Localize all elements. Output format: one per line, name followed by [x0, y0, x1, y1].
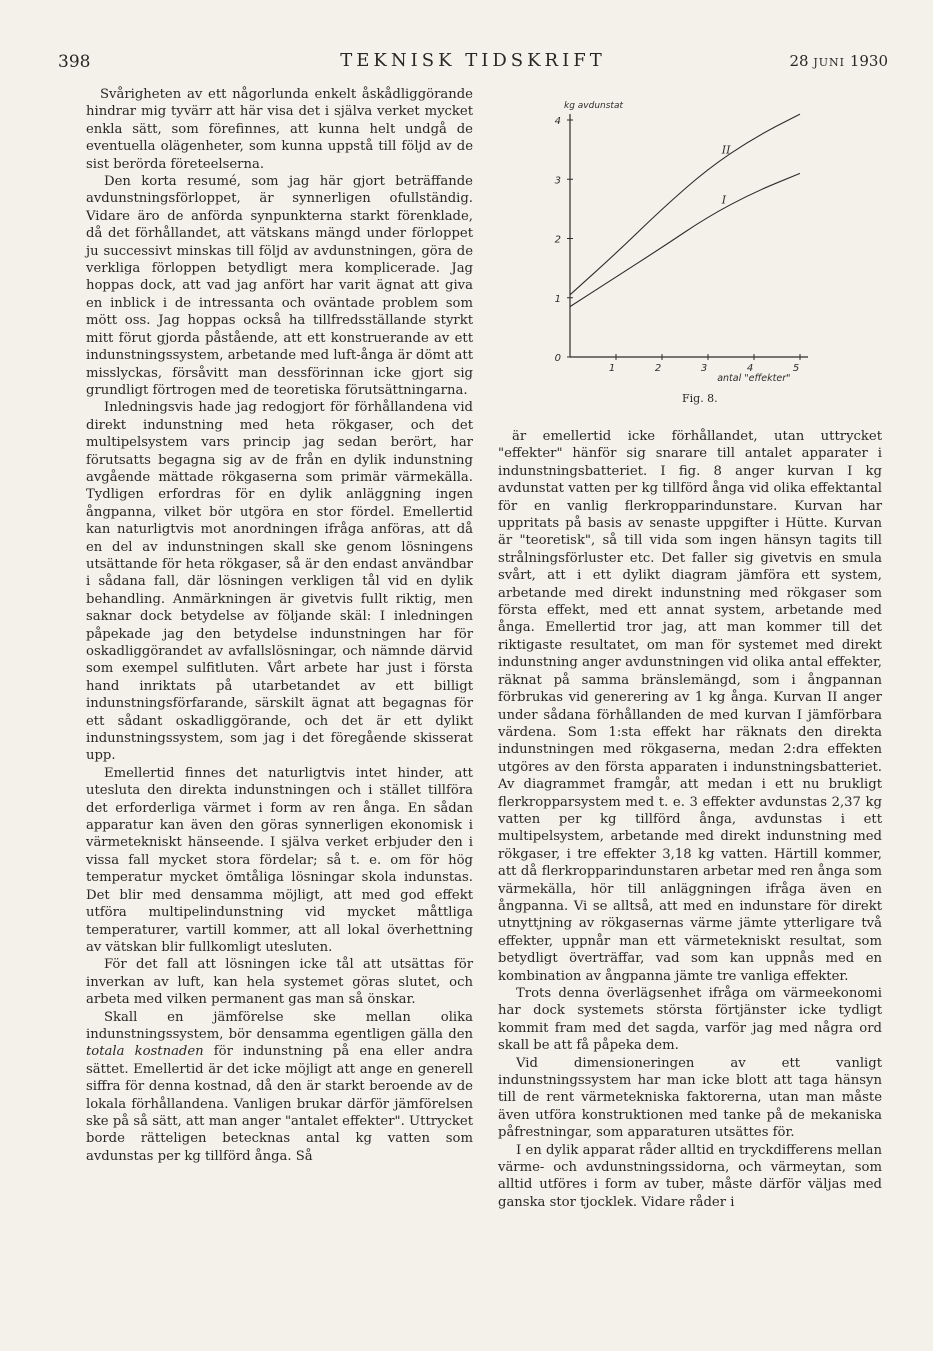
x-tick-label: 1: [608, 363, 616, 374]
x-tick-label: 3: [700, 363, 708, 374]
curve-I: [570, 173, 800, 306]
paragraph: Den korta resumé, som jag här gjort beträffande avdunstningsförloppet, är synnerligen ofullständig. Vidare äro de anförda synpunkterna starkt förenklade, då det förhållandet, att vätskans mängd under förloppet ju successivt minskas till följd av avdunstningen, göra de verkliga förloppen betydligt mera komplicerade. Jag hoppas dock, att vad jag anfört har varit ägnat att giva en inblick i de intressanta och oväntade problem som mött oss. Jag hoppas också ha tillfredsställande styrkt mitt förut gjorda påstående, att ett konstruerande av ett indunstningssystem, arbetande med luft-ånga är dömt att misslyckas, försåvitt man dessförinnan icke gjort sig grundligt förtrogen med de teoretiska förutsättningarna.: [86, 174, 473, 398]
y-tick-label: 1: [554, 293, 561, 305]
chart-labels: [564, 101, 791, 384]
right-column: [498, 428, 882, 1211]
left-column: [86, 86, 473, 1165]
issue-date: [790, 52, 889, 70]
issue-month: JUNI: [813, 56, 846, 69]
chart-ticks: [555, 116, 800, 374]
figure-8: [540, 95, 840, 415]
curve-label-II: II: [721, 143, 731, 157]
emphasis-text: totala kostnaden: [86, 1044, 204, 1060]
paragraph: är emellertid icke förhållandet, utan uttrycket "effekter" hänför sig snarare till antalet apparater i indunstningsbatteriet. I fig. 8 anger kurvan I kg avdunstat vatten per kg tillförd ånga vid olika effektantal för en vanlig flerkropparindunstare. Kurvan har uppritats på basis av senaste uppgifter i Hütte. Kurvan är "teoretisk", så till vida som ingen hänsyn tagits till strålningsförluster etc. Det faller sig givetvis en smula svårt, att i ett dylikt diagram jämföra ett system, arbetande med direkt indunstning med rökgaser som första effekt, med ett annat system, arbetande med ånga. Emellertid tror jag, att man kommer till det riktigaste resultatet, om man för systemet med direkt indunstning anger avdunstningen vid olika antal effekter, räknat på samma bränslemängd, som i ångpannan förbrukas vid generering av 1 kg ånga. Kurvan II anger under sådana förhållanden de med kurvan I jämförbara värdena. Som 1:sta effekt har räknats den direkta indunstningen med rökgaserna, medan 2:dra effekten utgöres av den första apparaten i indunstningsbatteriet. Av diagrammet framgår, att medan i ett nu brukligt flerkropparsystem med t. e. 3 effekter avdunstas 2,37 kg vatten per kg tillförd ånga, avdunstas i ett multipelsystem, arbetande med direkt indunstning med rökgaser, i tre effekter 3,18 kg vatten. Härtill kommer, att då flerkropparindunstaren arbetar med ren ånga som värmekälla, hör till anläggningen ifråga även en ångpanna. Vi se alltså, att med en indunstare för direkt utnyttjning av rökgasernas värme jämte ytterligare två effekter, uppnår man ett värmetekniskt resultat, som betydligt överträffar, vad som kan uppnås med en kombination av ångpanna jämte tre vanliga effekter.: [498, 429, 882, 984]
chart-axes: [570, 114, 808, 357]
y-tick-label: 4: [554, 116, 561, 127]
x-axis-label: antal "effekter": [717, 373, 791, 384]
paragraph: Vid dimensioneringen av ett vanligt indunstningssystem har man icke blott att taga hänsyn till de rent värmetekniska faktorerna, utan man måste även utföra konstruktionen med tanke på de mekaniska påfrestningar, som apparaturen utsättes för.: [498, 1055, 882, 1141]
x-tick-label: 2: [654, 363, 662, 374]
paragraph: Inledningsvis hade jag redogjort för förhållandena vid direkt indunstning med heta rökgaser, och det multipelsystem vars princip jag sedan berört, har förutsatts begagna sig av de från en dylik indunstning avgående mättade rökgaserna som primär värmekälla. Tydligen erfordras för en dylik anläggning ingen ångpanna, vilket bör utgöra en stor fördel. Emellertid kan naturligtvis mot anordningen ifråga anföras, att då en del av indunstningen skall ske genom lösningens utsättande för heta rökgaser, så är den endast användbar i sådana fall, där lösningen verkligen tål vid en dylik behandling. Anmärkningen är givetvis fullt riktig, men saknar dock betydelse av följande skäl: I inledningen påpekade jag den betydelse indunstningen har för oskadliggörandet av avfallslösningar, och nämnde därvid som exempel sulfitluten. Vårt arbete har just i första hand inriktats på utarbetandet av ett billigt indunstningsförfarande, särskilt ägnat att begagnas för ett sådant oskadliggörande, och det är ett dylikt indunstningssystem, som jag i det föregående skisserat upp.: [86, 400, 473, 764]
x-tick-label: 4: [746, 363, 754, 374]
y-axis-label: kg avdunstat: [564, 101, 624, 111]
evaporation-chart: [540, 95, 840, 385]
figure-caption: Fig. 8.: [682, 392, 718, 405]
chart-curves: [570, 114, 800, 307]
curve-II: [570, 114, 800, 295]
paragraph: I en dylik apparat råder alltid en tryckdifferens mellan värme- och avdunstningssidorna, och värmeytan, som alltid utföres i form av tuber, måste därför väljas med ganska stor tjocklek. Vidare råder i: [498, 1142, 882, 1210]
issue-day: 28: [789, 52, 809, 70]
paragraph: Svårigheten av ett någorlunda enkelt åskådliggörande hindrar mig tyvärr att här visa det i själva verket mycket enkla sätt, som förefinnes, att kunna helt undgå de eventuella olägenheter, som kunna uppstå till följd av de sist berörda företeelserna.: [86, 87, 473, 172]
page-number: 398: [58, 52, 91, 72]
page-header: [58, 48, 888, 76]
paragraph-text: för indunstning på ena eller andra sättet. Emellertid är det icke möjligt att ange en generell siffra för denna kostnad, då den är starkt beroende av de lokala förhållandena. Vanligen brukar därför jämförelsen ske på så sätt, att man anger "antalet effekter". Uttrycket borde rätteligen betecknas antal kg vatten som avdunstas per kg tillförd ånga. Så: [86, 1044, 474, 1164]
y-tick-label: 3: [554, 175, 561, 187]
x-tick-label: 5: [792, 363, 800, 374]
paragraph: Emellertid finnes det naturligtvis intet hinder, att utesluta den direkta indunstningen och i stället tillföra det erforderliga värmet i form av ren ånga. En sådan apparatur kan även den göras synnerligen ekonomisk i värmetekniskt hänseende. I själva verket erbjuder den i vissa fall mycket stora fördelar; så t. e. om för hög temperatur mycket ömtåliga lösningar skola indunstas. Det blir med densamma möjligt, att med god effekt utföra multipelindunstning vid mycket måttliga temperaturer, vartill kommer, att all lokal överhettning av vätskan blir fullkomligt utesluten.: [86, 765, 473, 955]
curve-label-I: I: [721, 193, 727, 207]
paragraph: För det fall att lösningen icke tål att utsättas för inverkan av luft, kan hela systemet göras slutet, och arbeta med vilken permanent gas man så önskar.: [86, 957, 473, 1008]
y-tick-label: 2: [554, 234, 561, 246]
paragraph-text: Skall en jämförelse ske mellan olika indunstningssystem, bör densamma egentligen gälla den: [86, 1009, 473, 1042]
paragraph: Trots denna överlägsenhet ifråga om värmeekonomi har dock systemets största förtjänster icke tydligt kommit fram med det sagda, varför jag med några ord skall be att få påpeka dem.: [498, 986, 882, 1054]
issue-year: 1930: [849, 52, 888, 70]
y-tick-label: 0: [554, 353, 561, 364]
paragraph: [86, 1009, 473, 1166]
journal-title: TEKNISK TIDSKRIFT: [340, 50, 606, 71]
